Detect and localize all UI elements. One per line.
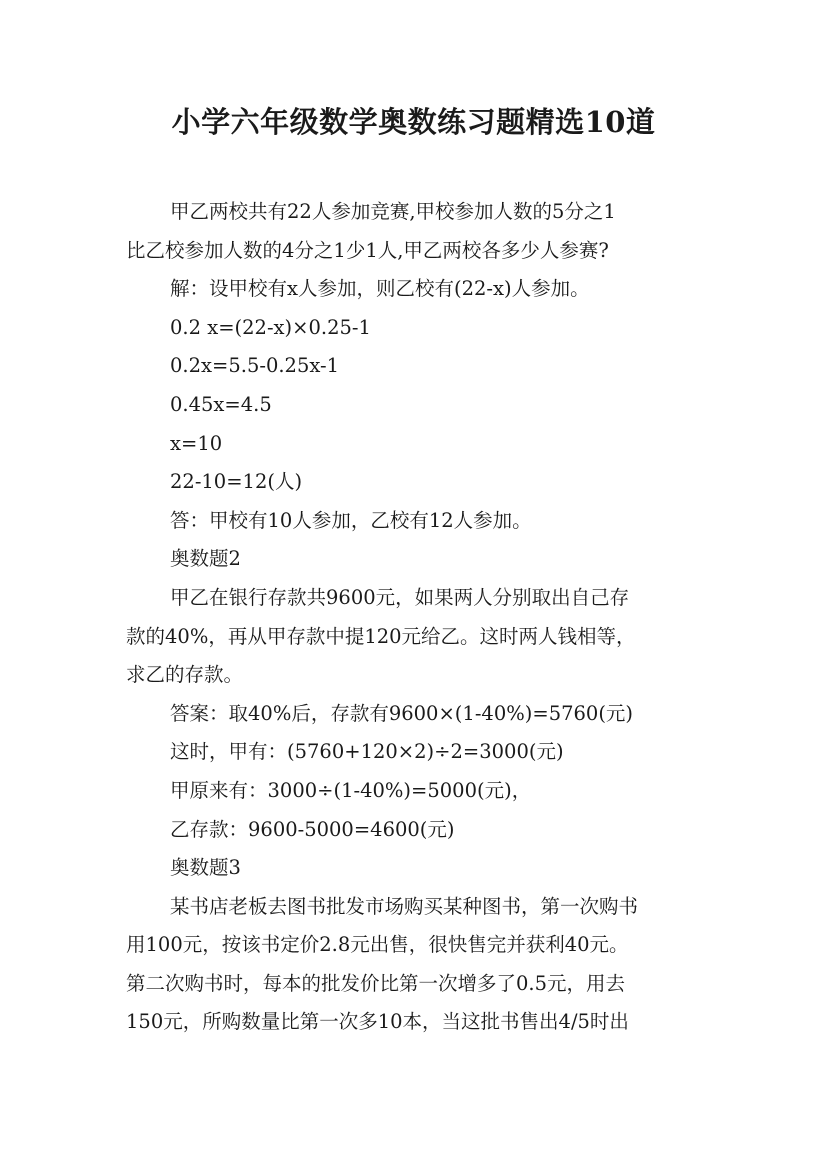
text-line: 这时，甲有：(5760+120×2)÷2=3000(元) [170,740,564,764]
section-heading: 奥数题2 [170,547,241,571]
section-heading: 奥数题3 [170,856,241,880]
document-body [126,193,716,1042]
text-line: 甲乙在银行存款共9600元，如果两人分别取出自己存 [170,585,630,609]
text-line: 解：设甲校有x人参加，则乙校有(22-x)人参加。 [170,277,590,301]
text-line: 款的40%，再从甲存款中提120元给乙。这时两人钱相等， [126,624,636,648]
text-line: 求乙的存款。 [126,663,244,687]
text-line: 0.2 x=(22-x)×0.25-1 [170,315,371,339]
text-line: 乙存款：9600-5000=4600(元) [170,817,455,841]
text-line: 用100元，按该书定价2.8元出售，很快售完并获利40元。 [126,933,629,957]
text-line: 150元，所购数量比第一次多10本，当这批书售出4/5时出 [126,1010,629,1034]
text-line: 答案：取40%后，存款有9600×(1-40%)=5760(元) [170,701,634,725]
text-line: 0.2x=5.5-0.25x-1 [170,354,340,378]
text-line: 22-10=12(人) [170,470,303,494]
text-line: 甲乙两校共有22人参加竞赛,甲校参加人数的5分之1 [170,200,616,223]
text-line: 比乙校参加人数的4分之1少1人,甲乙两校各多少人参赛? [126,238,609,262]
text-line: 某书店老板去图书批发市场购买某种图书，第一次购书 [170,894,639,918]
text-line: 0.45x=4.5 [170,392,272,416]
text-line: x=10 [170,431,223,455]
document-title: 小学六年级数学奥数练习题精选10道 [171,105,656,139]
text-line: 答：甲校有10人参加，乙校有12人参加。 [170,508,532,532]
text-line: 第二次购书时，每本的批发价比第一次增多了0.5元，用去 [126,971,626,995]
text-line: 甲原来有：3000÷(1-40%)=5000(元)， [170,778,532,802]
